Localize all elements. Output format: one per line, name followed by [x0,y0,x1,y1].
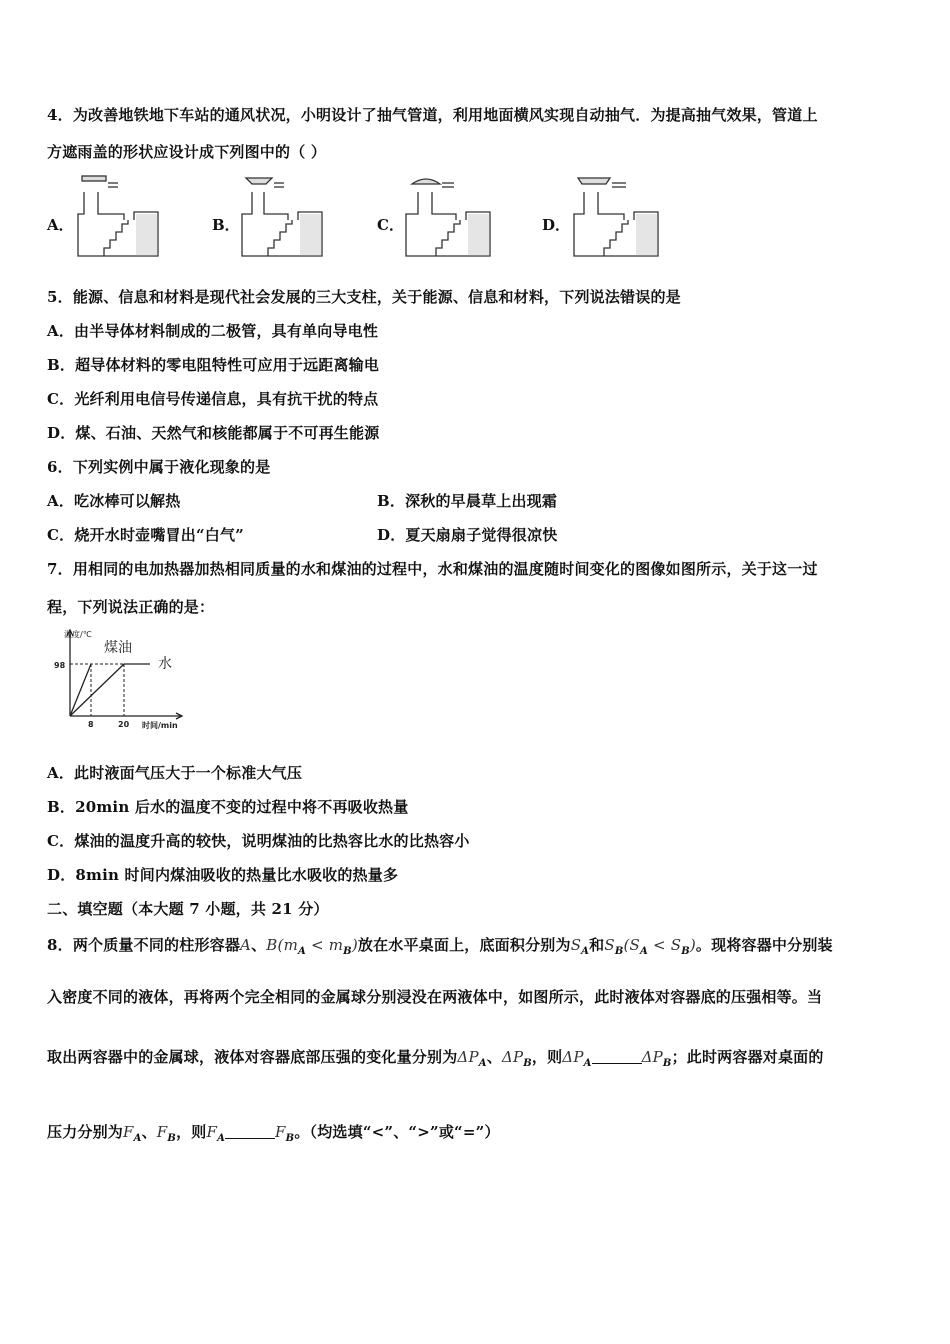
q8-line3: 取出两容器中的金属球，液体对容器底部压强的变化量分别为$\Delta P_A$、$\Delta P_B$，则$\Delta P_A$ $\Delta P_B$；此时两容器对桌面的 [47,1048,824,1069]
q6-stem: 6．下列实例中属于液化现象的是 [47,458,271,476]
q7-stem-line2: 程，下列说法正确的是： [47,598,215,616]
q7-option-d: D．8min 时间内煤油吸收的热量比水吸收的热量多 [47,866,399,884]
q6-option-a: A．吃冰棒可以解热 [47,492,181,510]
y-axis-label: 温度/℃ [64,630,92,639]
q8-blank-2[interactable] [225,1124,275,1139]
x-tick-20: 20 [118,720,130,729]
oil-line [70,664,91,716]
q4-stem-line1: 4．为改善地铁地下车站的通风状况，小明设计了抽气管道，利用地面横风实现自动抽气．为提高抽气效果，管道上 [47,106,818,124]
q8-blank-1[interactable] [592,1049,642,1064]
q4-option-a-label: A． [47,216,74,234]
q5-option-a: A．由半导体材料制成的二极管，具有单向导电性 [47,322,379,340]
y-tick-98: 98 [54,661,66,670]
x-tick-8: 8 [88,720,94,729]
water-rising-line [70,664,124,716]
q6-option-d: D．夏天扇扇子觉得很凉快 [377,526,558,544]
section-title: 二、填空题（本大题 7 小题，共 21 分） [47,900,329,918]
water-label: 水 [158,656,172,672]
q7-option-c: C．煤油的温度升高的较快，说明煤油的比热容比水的比热容小 [47,832,470,850]
q6-option-b: B．深秋的早晨草上出现霜 [377,492,558,510]
q8-line2: 入密度不同的液体，再将两个完全相同的金属球分别浸没在两液体中，如图所示，此时液体对容器底的压强相等。当 [47,988,823,1006]
q4-option-d-figure [570,172,665,260]
q5-option-b: B．超导体材料的零电阻特性可应用于远距离输电 [47,356,380,374]
q7-temperature-graph [50,624,200,736]
q7-option-a: A．此时液面气压大于一个标准大气压 [47,764,303,782]
q4-option-b-figure [238,172,328,260]
q5-option-d: D．煤、石油、天然气和核能都属于不可再生能源 [47,424,380,442]
q8-line1: 8．两个质量不同的柱形容器A、$B(m_A < m_B)$放在水平桌面上，底面积分别为$S_A$和$S_B(S_A < S_B)$。现将容器中分别装 [47,936,833,957]
x-axis-label: 时间/min [142,721,178,730]
q4-option-c-label: C． [377,216,404,234]
q4-option-c-figure [402,172,497,260]
q5-option-c: C．光纤利用电信号传递信息，具有抗干扰的特点 [47,390,379,408]
q4-option-a-figure [74,172,164,260]
q4-stem-line2: 方遮雨盖的形状应设计成下列图中的（ ） [47,143,327,161]
oil-label: 煤油 [104,640,132,656]
q5-stem: 5．能源、信息和材料是现代社会发展的三大支柱，关于能源、信息和材料，下列说法错误的是 [47,288,681,306]
q8-line4: 压力分别为$F_A$、$F_B$，则$F_A$ $F_B$。（均选填“<”、“>”或“=”） [47,1123,500,1144]
q4-option-d-label: D． [542,216,571,234]
q7-option-b: B．20min 后水的温度不变的过程中将不再吸收热量 [47,798,409,816]
q6-option-c: C．烧开水时壶嘴冒出“白气” [47,526,244,544]
q4-option-b-label: B． [212,216,240,234]
q7-stem-line1: 7．用相同的电加热器加热相同质量的水和煤油的过程中，水和煤油的温度随时间变化的图像如图所示，关于这一过 [47,560,818,578]
